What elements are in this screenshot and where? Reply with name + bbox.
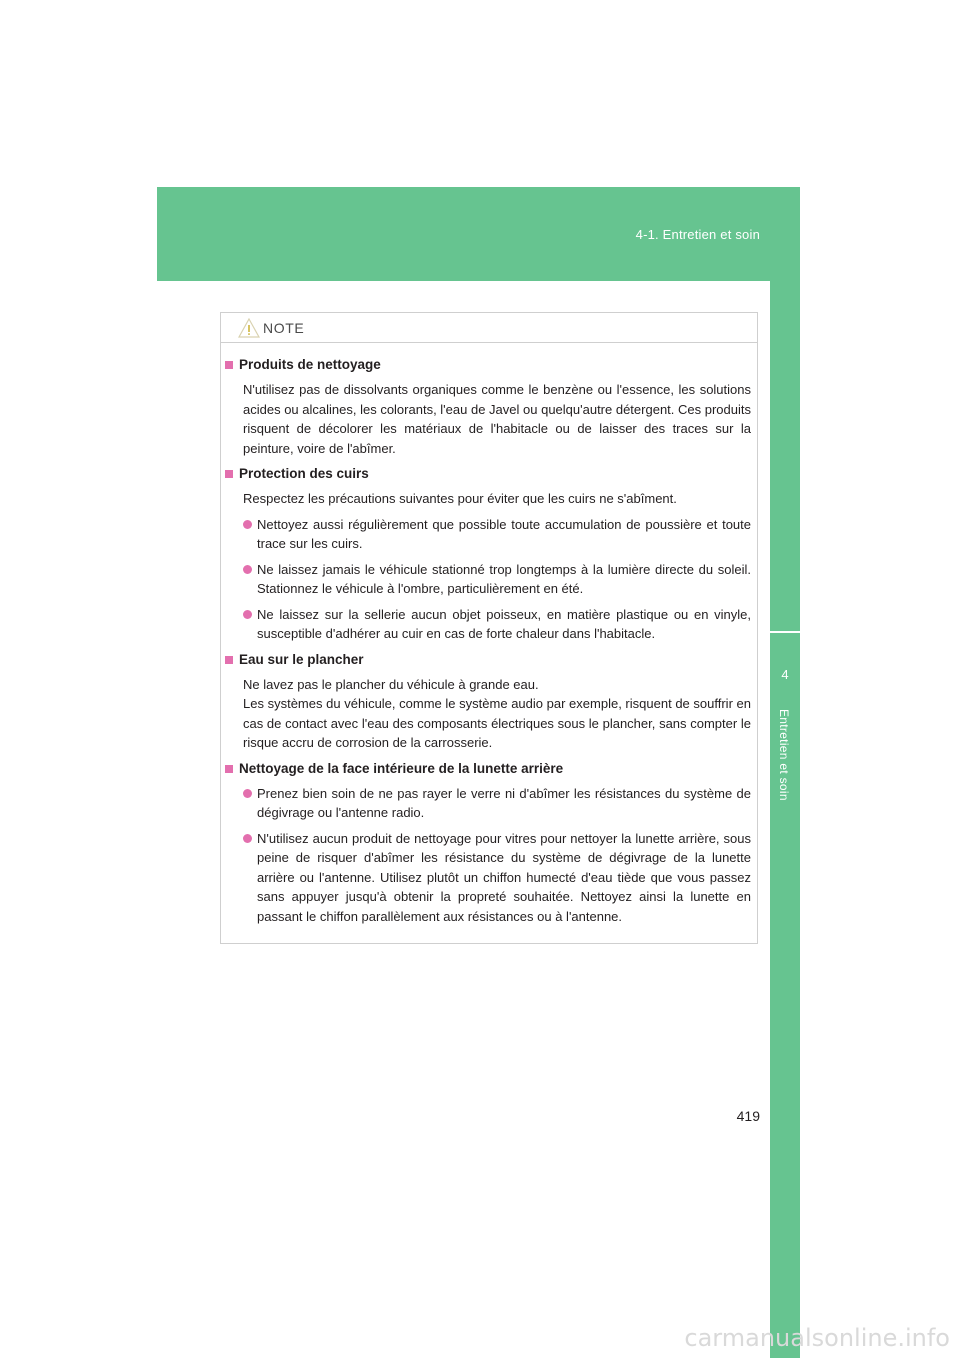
square-bullet-icon: [225, 470, 233, 478]
list-item: [243, 515, 751, 554]
list-item-text: Nettoyez aussi régulièrement que possible toute accumulation de poussière et toute trace sur les cuirs.: [257, 516, 751, 551]
chapter-label: Entretien et soin: [777, 709, 791, 801]
section-heading-text: Eau sur le plancher: [239, 651, 364, 667]
section-leather-protection: [225, 464, 751, 644]
section-heading-text: Nettoyage de la face intérieure de la lunette arrière: [239, 760, 564, 776]
list-item-text: Ne laissez jamais le véhicule stationné trop longtemps à la lumière directe du soleil. Stationnez le véhicule à l'ombre, particulièrement en été.: [257, 561, 751, 596]
dot-bullet-icon: [243, 789, 252, 798]
list-item: [243, 605, 751, 644]
page-number: 419: [736, 1108, 760, 1124]
paragraph: N'utilisez pas de dissolvants organiques comme le benzène ou l'essence, les solutions acides ou alcalines, les colorants, l'eau de Javel ou quelqu'autre détergent. Ces produits risquent de décolorer les matériaux de l'habitacle ou de laisser des traces sur la peinture, voire de l'abîmer.: [243, 382, 751, 456]
section-water-floor: [225, 650, 751, 753]
note-header: [221, 313, 757, 343]
header-band: [157, 187, 800, 281]
warning-triangle-icon: [238, 318, 260, 338]
side-tab-divider: [770, 631, 800, 633]
watermark: carmanualsonline.info: [684, 1324, 950, 1352]
paragraph: Ne lavez pas le plancher du véhicule à grande eau.: [243, 676, 539, 692]
note-box: [220, 312, 758, 944]
chapter-side-tab: [770, 281, 800, 1358]
note-content: [221, 343, 757, 926]
list-item-text: Prenez bien soin de ne pas rayer le verre ni d'abîmer les résistances du système de dégivrage ou l'antenne radio.: [257, 785, 751, 820]
paragraph: Les systèmes du véhicule, comme le système audio par exemple, risquent de souffrir en cas de contact avec l'eau des composants électriques sous le plancher, sans compter le risque accru de corrosion de la carrosserie.: [243, 696, 751, 750]
dot-bullet-icon: [243, 565, 252, 574]
square-bullet-icon: [225, 765, 233, 773]
list-item-text: Ne laissez sur la sellerie aucun objet poisseux, en matière plastique ou en vinyle, susceptible d'adhérer au cuir en cas de forte chaleur dans l'habitacle.: [257, 606, 751, 641]
list-item: [243, 829, 751, 927]
chapter-number: 4: [781, 667, 789, 682]
section-rear-window: [225, 759, 751, 927]
note-title: NOTE: [263, 320, 305, 336]
section-heading-text: Protection des cuirs: [239, 466, 369, 481]
section-cleaning-products: [225, 355, 751, 458]
dot-bullet-icon: [243, 834, 252, 843]
dot-bullet-icon: [243, 520, 252, 529]
paragraph: Respectez les précautions suivantes pour éviter que les cuirs ne s'abîment.: [243, 491, 677, 506]
square-bullet-icon: [225, 361, 233, 369]
list-item: [243, 784, 751, 823]
section-heading: [225, 464, 751, 484]
list-item: [243, 560, 751, 599]
section-heading: [225, 650, 751, 670]
section-title: 4-1. Entretien et soin: [635, 227, 760, 242]
section-heading: [225, 759, 751, 779]
section-heading: [225, 355, 751, 375]
list-item-text: N'utilisez aucun produit de nettoyage pour vitres pour nettoyer la lunette arrière, sous peine de risquer d'abîmer les résistance du système de dégivrage de la lunette arrière ou l'antenne. Utilisez plutôt un chiffon humecté d'eau tiède que vous passez sans appuyer jusqu'à obtenir la propreté souhaitée. Nettoyez ainsi la lunette en passant le chiffon parallèlement aux résistances ou à l'antenne.: [257, 830, 751, 924]
section-heading-text: Produits de nettoyage: [239, 357, 381, 372]
square-bullet-icon: [225, 656, 233, 664]
dot-bullet-icon: [243, 610, 252, 619]
